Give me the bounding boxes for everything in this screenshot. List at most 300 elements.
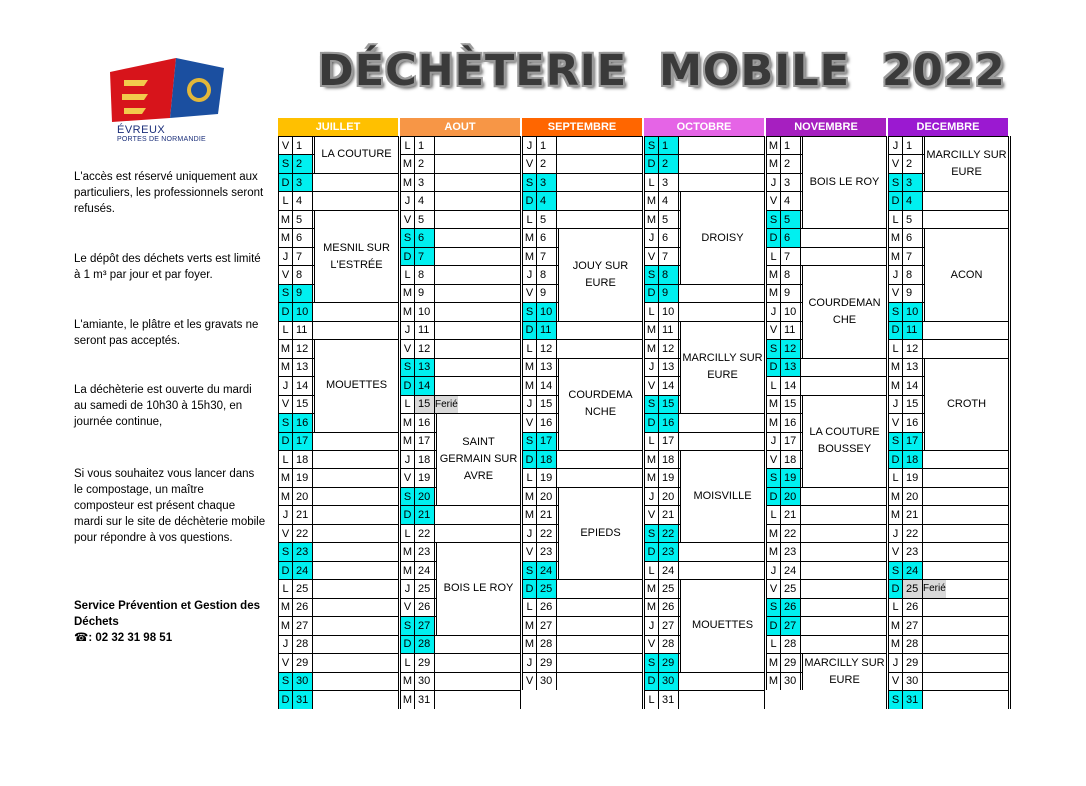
- day-number: 20: [293, 488, 313, 505]
- day-letter: D: [523, 580, 537, 597]
- day-letter: L: [523, 211, 537, 228]
- day-number: 3: [537, 174, 557, 191]
- day-letter: J: [523, 396, 537, 413]
- day-letter: L: [401, 137, 415, 154]
- day-row-content: [645, 377, 679, 394]
- day-number: 31: [293, 691, 313, 708]
- day-row: [400, 524, 520, 542]
- day-number: 4: [781, 192, 801, 209]
- day-row-content: [889, 248, 923, 265]
- day-letter: D: [889, 451, 903, 468]
- day-row-content: [645, 636, 679, 653]
- day-letter: S: [523, 303, 537, 320]
- day-letter: J: [889, 525, 903, 542]
- day-row-content: [889, 599, 923, 616]
- day-row-content: [645, 303, 679, 320]
- day-row-content: [401, 469, 435, 486]
- day-row: [522, 173, 642, 191]
- day-letter: V: [401, 340, 415, 357]
- day-row: [400, 376, 520, 394]
- day-row: [400, 173, 520, 191]
- day-letter: S: [523, 433, 537, 450]
- month-header-decembre: DECEMBRE: [888, 118, 1008, 136]
- day-letter: L: [279, 451, 293, 468]
- day-row: [888, 450, 1008, 468]
- day-number: 1: [659, 137, 679, 154]
- day-row-content: [401, 137, 435, 154]
- day-number: 28: [659, 636, 679, 653]
- day-row: [400, 136, 520, 154]
- day-number: 10: [659, 303, 679, 320]
- day-letter: V: [767, 322, 781, 339]
- day-row: [644, 154, 764, 172]
- day-letter: D: [401, 636, 415, 653]
- day-letter: V: [523, 673, 537, 690]
- day-row: [644, 690, 764, 708]
- day-letter: S: [401, 488, 415, 505]
- day-number: 15: [781, 396, 801, 413]
- day-number: 24: [659, 562, 679, 579]
- day-row-content: [401, 359, 435, 376]
- day-row-content: [767, 488, 801, 505]
- day-row: [278, 635, 398, 653]
- location-label: MOUETTES: [680, 579, 764, 671]
- day-number: 9: [781, 285, 801, 302]
- day-number: 9: [293, 285, 313, 302]
- day-letter: V: [279, 396, 293, 413]
- day-row: [644, 432, 764, 450]
- location-label: MOUETTES: [314, 339, 398, 431]
- day-row: [522, 579, 642, 597]
- day-letter: D: [401, 506, 415, 523]
- day-row: [400, 154, 520, 172]
- day-row: [888, 561, 1008, 579]
- month-header-aout: AOUT: [400, 118, 520, 136]
- day-row-content: [645, 396, 679, 413]
- day-number: 23: [293, 543, 313, 560]
- day-letter: L: [767, 248, 781, 265]
- day-row: [644, 672, 764, 690]
- day-letter: M: [401, 691, 415, 708]
- day-letter: J: [889, 396, 903, 413]
- day-number: 19: [415, 469, 435, 486]
- month-header-septembre: SEPTEMBRE: [522, 118, 642, 136]
- day-row-content: [279, 303, 313, 320]
- day-letter: M: [767, 285, 781, 302]
- day-number: 20: [781, 488, 801, 505]
- day-number: 27: [903, 617, 923, 634]
- day-number: 13: [293, 359, 313, 376]
- day-row-content: [889, 266, 923, 283]
- day-row-content: [889, 137, 923, 154]
- day-row-content: [279, 211, 313, 228]
- day-row-content: [645, 248, 679, 265]
- day-letter: J: [401, 580, 415, 597]
- day-row-content: [645, 599, 679, 616]
- day-number: 19: [537, 469, 557, 486]
- day-row-content: [401, 340, 435, 357]
- day-row: [400, 653, 520, 671]
- day-number: 17: [537, 433, 557, 450]
- day-letter: V: [401, 211, 415, 228]
- day-row: [400, 505, 520, 523]
- day-row-content: [401, 377, 435, 394]
- day-row-content: [767, 340, 801, 357]
- day-row-content: [889, 562, 923, 579]
- day-row-content: [523, 137, 557, 154]
- day-row-content: [401, 192, 435, 209]
- day-letter: J: [401, 451, 415, 468]
- day-letter: M: [645, 599, 659, 616]
- day-row-content: [279, 285, 313, 302]
- day-row-content: [523, 322, 557, 339]
- day-letter: J: [645, 359, 659, 376]
- day-letter: S: [279, 155, 293, 172]
- day-number: 13: [659, 359, 679, 376]
- day-number: 23: [537, 543, 557, 560]
- day-number: 3: [659, 174, 679, 191]
- day-row-content: [523, 525, 557, 542]
- day-row: [766, 635, 886, 653]
- day-letter: V: [645, 248, 659, 265]
- day-letter: M: [767, 543, 781, 560]
- day-letter: S: [889, 562, 903, 579]
- day-row-content: [767, 266, 801, 283]
- day-letter: M: [401, 155, 415, 172]
- day-letter: S: [401, 617, 415, 634]
- day-row: [888, 524, 1008, 542]
- day-letter: J: [889, 654, 903, 671]
- day-row: [522, 616, 642, 634]
- info-particuliers: L'accès est réservé uniquement aux particuliers, les professionnels seront refusés.: [74, 171, 264, 215]
- day-row-content: [279, 580, 313, 597]
- day-number: 10: [415, 303, 435, 320]
- day-row-content: [279, 617, 313, 634]
- day-row-content: [767, 414, 801, 431]
- day-row-content: [401, 673, 435, 690]
- ferie-label: Ferié: [435, 396, 458, 413]
- day-letter: S: [889, 174, 903, 191]
- day-row-content: [523, 303, 557, 320]
- day-number: 30: [537, 673, 557, 690]
- day-row-content: [401, 636, 435, 653]
- day-row-content: [889, 543, 923, 560]
- day-letter: V: [401, 599, 415, 616]
- day-letter: M: [767, 654, 781, 671]
- day-number: 1: [537, 137, 557, 154]
- day-number: 29: [293, 654, 313, 671]
- info-amiante: L'amiante, le plâtre et les gravats ne seront pas acceptés.: [74, 319, 259, 347]
- day-number: 15: [537, 396, 557, 413]
- day-number: 26: [781, 599, 801, 616]
- day-row-content: [889, 396, 923, 413]
- day-letter: S: [767, 599, 781, 616]
- day-letter: D: [767, 359, 781, 376]
- day-row-content: [279, 266, 313, 283]
- day-row: [644, 561, 764, 579]
- day-number: 13: [537, 359, 557, 376]
- day-number: 26: [659, 599, 679, 616]
- day-letter: S: [767, 211, 781, 228]
- day-row-content: [645, 562, 679, 579]
- day-number: 2: [781, 155, 801, 172]
- day-row-content: [523, 192, 557, 209]
- day-letter: M: [279, 599, 293, 616]
- day-row: [522, 154, 642, 172]
- day-row-content: [523, 580, 557, 597]
- day-number: 7: [903, 248, 923, 265]
- day-letter: V: [767, 451, 781, 468]
- day-letter: S: [645, 525, 659, 542]
- day-letter: J: [401, 322, 415, 339]
- day-row: [766, 247, 886, 265]
- location-label: MESNIL SUR L'ESTRÉE: [314, 210, 398, 302]
- location-label: ACON: [924, 228, 1008, 320]
- day-letter: D: [767, 488, 781, 505]
- empty-cell: [522, 690, 642, 708]
- day-number: 16: [293, 414, 313, 431]
- day-number: 18: [903, 451, 923, 468]
- day-number: 10: [537, 303, 557, 320]
- day-number: 19: [659, 469, 679, 486]
- day-number: 22: [903, 525, 923, 542]
- day-letter: D: [279, 303, 293, 320]
- day-row-content: [767, 322, 801, 339]
- day-row-content: [401, 285, 435, 302]
- day-row: [522, 653, 642, 671]
- grid-right-edge: [1010, 136, 1021, 709]
- day-number: 23: [781, 543, 801, 560]
- day-row: [278, 690, 398, 708]
- day-row-content: [767, 543, 801, 560]
- ferie-label: Ferié: [923, 580, 946, 597]
- day-row: [888, 339, 1008, 357]
- day-letter: J: [889, 266, 903, 283]
- day-number: 23: [659, 543, 679, 560]
- day-letter: L: [279, 322, 293, 339]
- day-number: 10: [293, 303, 313, 320]
- logo-subtitle: PORTES DE NORMANDIE: [117, 136, 206, 143]
- day-number: 26: [903, 599, 923, 616]
- day-row-content: [767, 137, 801, 154]
- day-row-content: [401, 414, 435, 431]
- day-row: [522, 598, 642, 616]
- day-number: 22: [659, 525, 679, 542]
- day-row-content: [279, 599, 313, 616]
- day-row: [400, 191, 520, 209]
- day-letter: D: [889, 322, 903, 339]
- day-row-content: [645, 137, 679, 154]
- day-number: 17: [781, 433, 801, 450]
- service-phone[interactable]: ☎: 02 32 31 98 51: [74, 632, 173, 644]
- day-row-content: [523, 248, 557, 265]
- day-row-content: [889, 580, 946, 597]
- day-letter: M: [767, 137, 781, 154]
- day-row-content: [523, 488, 557, 505]
- day-row-content: [767, 599, 801, 616]
- day-letter: M: [401, 433, 415, 450]
- day-letter: J: [889, 137, 903, 154]
- day-row: [278, 616, 398, 634]
- day-letter: S: [279, 414, 293, 431]
- day-number: 9: [537, 285, 557, 302]
- day-row: [278, 173, 398, 191]
- day-row-content: [767, 525, 801, 542]
- day-number: 12: [903, 340, 923, 357]
- day-number: 6: [781, 229, 801, 246]
- day-letter: D: [523, 322, 537, 339]
- day-number: 12: [537, 340, 557, 357]
- day-number: 11: [781, 322, 801, 339]
- day-number: 7: [415, 248, 435, 265]
- day-row: [888, 468, 1008, 486]
- day-row-content: [401, 211, 435, 228]
- day-row: [400, 265, 520, 283]
- day-letter: M: [889, 359, 903, 376]
- day-letter: J: [645, 617, 659, 634]
- day-letter: V: [889, 285, 903, 302]
- day-letter: S: [767, 340, 781, 357]
- day-row-content: [523, 285, 557, 302]
- day-row-content: [889, 340, 923, 357]
- day-letter: L: [523, 599, 537, 616]
- day-letter: V: [401, 469, 415, 486]
- day-row: [278, 598, 398, 616]
- day-row-content: [523, 266, 557, 283]
- day-number: 20: [659, 488, 679, 505]
- day-letter: M: [279, 488, 293, 505]
- location-label: MARCILLY SUR EURE: [924, 136, 1008, 191]
- day-row-content: [401, 543, 435, 560]
- day-number: 5: [781, 211, 801, 228]
- day-row-content: [645, 359, 679, 376]
- day-number: 1: [781, 137, 801, 154]
- day-letter: D: [523, 451, 537, 468]
- day-row-content: [279, 155, 313, 172]
- day-letter: M: [645, 192, 659, 209]
- logo-name: ÉVREUX: [117, 124, 166, 136]
- day-row-content: [523, 414, 557, 431]
- day-number: 24: [415, 562, 435, 579]
- day-letter: M: [523, 617, 537, 634]
- page-title: DÉCHÈTERIE MOBILE 2022: [318, 46, 1006, 96]
- day-number: 15: [293, 396, 313, 413]
- day-number: 18: [659, 451, 679, 468]
- day-letter: V: [645, 506, 659, 523]
- empty-cell: [766, 690, 886, 708]
- day-letter: L: [889, 469, 903, 486]
- day-number: 19: [903, 469, 923, 486]
- day-letter: J: [523, 654, 537, 671]
- day-number: 16: [903, 414, 923, 431]
- day-letter: M: [523, 506, 537, 523]
- day-letter: D: [767, 617, 781, 634]
- day-number: 1: [293, 137, 313, 154]
- day-row: [400, 247, 520, 265]
- day-number: 13: [781, 359, 801, 376]
- day-number: 8: [781, 266, 801, 283]
- day-number: 17: [293, 433, 313, 450]
- day-row-content: [889, 192, 923, 209]
- day-row-content: [645, 506, 679, 523]
- day-row-content: [401, 599, 435, 616]
- day-row-content: [889, 285, 923, 302]
- day-number: 27: [415, 617, 435, 634]
- day-number: 4: [293, 192, 313, 209]
- day-number: 9: [903, 285, 923, 302]
- day-letter: L: [645, 691, 659, 708]
- day-letter: D: [523, 192, 537, 209]
- day-row: [888, 672, 1008, 690]
- day-row-content: [767, 303, 801, 320]
- day-letter: L: [645, 174, 659, 191]
- day-number: 25: [293, 580, 313, 597]
- day-letter: V: [645, 636, 659, 653]
- day-letter: V: [645, 377, 659, 394]
- service-name-line2: Déchets: [74, 616, 119, 628]
- day-letter: M: [889, 617, 903, 634]
- day-row-content: [523, 654, 557, 671]
- day-number: 6: [903, 229, 923, 246]
- day-letter: J: [279, 248, 293, 265]
- day-row-content: [645, 525, 679, 542]
- day-letter: J: [645, 488, 659, 505]
- day-number: 3: [293, 174, 313, 191]
- day-letter: M: [401, 285, 415, 302]
- day-number: 30: [415, 673, 435, 690]
- day-letter: D: [645, 673, 659, 690]
- day-row-content: [401, 174, 435, 191]
- day-row: [888, 210, 1008, 228]
- day-row-content: [401, 580, 435, 597]
- location-label: BOIS LE ROY: [436, 542, 520, 634]
- day-letter: V: [889, 414, 903, 431]
- day-number: 6: [293, 229, 313, 246]
- day-row-content: [767, 580, 801, 597]
- day-row-content: [767, 229, 801, 246]
- day-row: [522, 468, 642, 486]
- day-row-content: [279, 543, 313, 560]
- day-row: [888, 635, 1008, 653]
- day-row-content: [889, 229, 923, 246]
- day-letter: S: [279, 673, 293, 690]
- day-number: 17: [415, 433, 435, 450]
- day-number: 24: [293, 562, 313, 579]
- day-letter: M: [279, 617, 293, 634]
- day-letter: L: [401, 525, 415, 542]
- day-number: 4: [537, 192, 557, 209]
- day-row: [888, 487, 1008, 505]
- day-row: [888, 690, 1008, 708]
- day-letter: L: [401, 266, 415, 283]
- day-letter: V: [279, 266, 293, 283]
- day-row-content: [889, 525, 923, 542]
- day-row-content: [279, 396, 313, 413]
- day-number: 1: [415, 137, 435, 154]
- day-number: 27: [659, 617, 679, 634]
- day-number: 18: [781, 451, 801, 468]
- day-row-content: [279, 636, 313, 653]
- day-number: 5: [903, 211, 923, 228]
- day-letter: V: [279, 654, 293, 671]
- day-letter: L: [767, 506, 781, 523]
- day-row: [400, 358, 520, 376]
- day-row-content: [279, 137, 313, 154]
- day-number: 9: [415, 285, 435, 302]
- day-row: [888, 542, 1008, 560]
- day-number: 20: [537, 488, 557, 505]
- day-row: [278, 653, 398, 671]
